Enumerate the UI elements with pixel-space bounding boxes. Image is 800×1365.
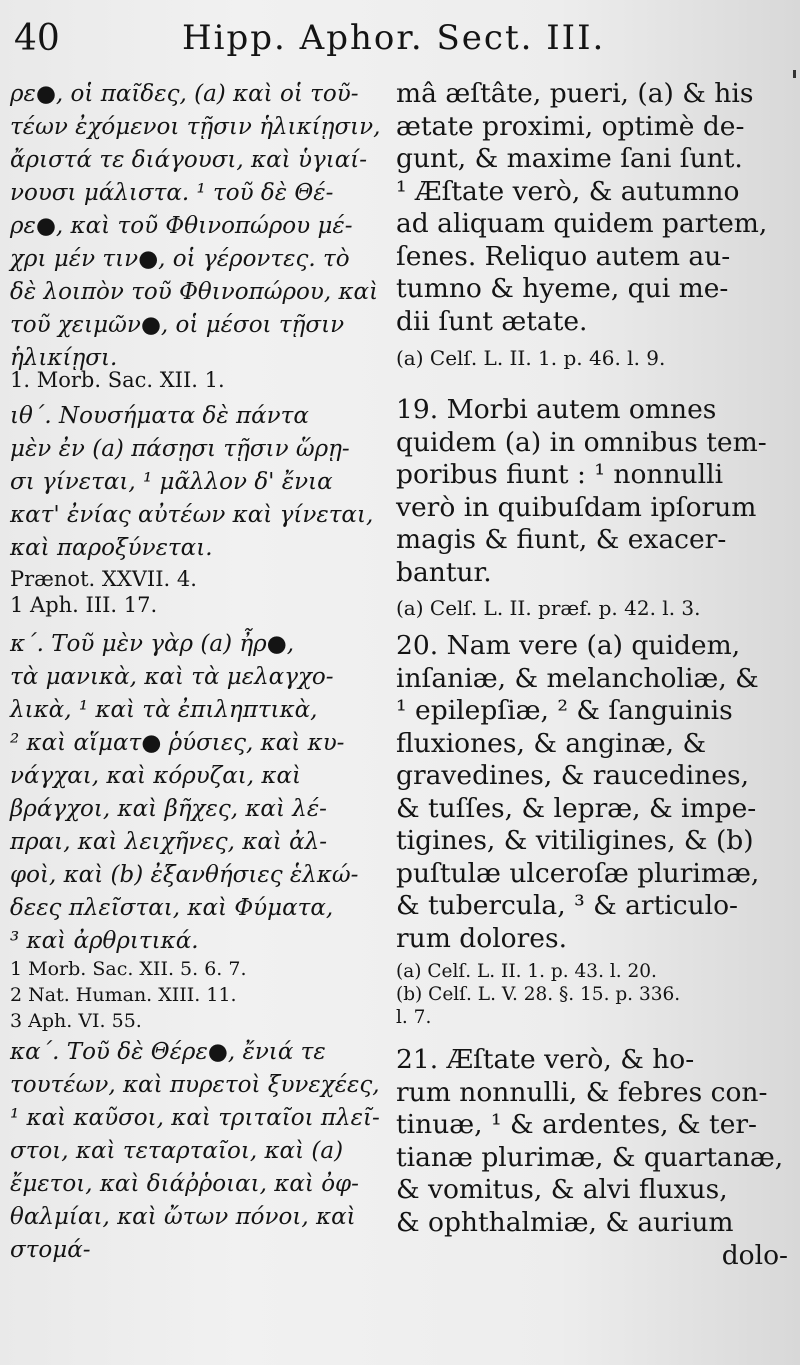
footnote: 1 Morb. Sac. XII. 5. 6. 7. 2 Nat. Human. XIII. 11. 3 Aph. VI. 55. xyxy=(10,958,247,1032)
catchword: dolo- xyxy=(721,1240,788,1271)
footnote: (a) Celſ. L. II. 1. p. 46. l. 9. xyxy=(396,346,666,370)
page-number: 40 xyxy=(14,18,60,59)
running-title: Hipp. Aphor. Sect. III. xyxy=(182,18,606,58)
footnote: Prænot. XXVII. 4. 1 Aph. III. 17. xyxy=(10,567,197,617)
aphorism-20-greek: κ΄. Τοῦ μὲν γὰρ (a) ἦρ●, τὰ μανικὰ, καὶ τὰ μελαγχο- λικὰ, ¹ καὶ τὰ ἐπιληπτικὰ, ² καὶ αἵματ● ῥύσιες, καὶ κυ- νάγχαι, καὶ κόρυζαι, καὶ βράγχοι, καὶ βῆχες, καὶ λέ- πραι, καὶ λειχῆνες, καὶ ἀλ- φοὶ, καὶ (b) ἐξανθήσιες ἑλκώ- δεες πλεῖσται, καὶ Φύματα, ³ καὶ ἀρθριτικά. xyxy=(10,631,359,954)
greek-text-block: ρε●, οἱ παῖδες, (a) καὶ οἱ τοῦ- τέων ἐχόμενοι τῇσιν ἡλικίῃσιν, ἄριστά τε διάγουσι, καὶ ὑγιαί- νουσι μάλιστα. ¹ τοῦ δὲ Θέ- ρε●, καὶ τοῦ Φθινοπώρου μέ- χρι μέν τιν●, οἱ γέροντες. τὸ δὲ λοιπὸν τοῦ Φθινοπώρου, καὶ τοῦ χειμῶν●, οἱ μέσοι τῇσιν ἡλικίῃσι. xyxy=(10,81,381,371)
aphorism-21-greek: κα΄. Τοῦ δὲ Θέρε●, ἔνιά τε τουτέων, καὶ πυρετοὶ ξυνεχέες, ¹ καὶ καῦσοι, καὶ τριταῖοι πλεῖ- στοι, καὶ τεταρταῖοι, καὶ (a) ἔμετοι, καὶ διάῤῥοιαι, καὶ ὀφ- θαλμίαι, καὶ ὤτων πόνοι, καὶ στομά- xyxy=(10,1039,380,1263)
aphorism-19-greek: ιθ΄. Νουσήματα δὲ πάντα μὲν ἐν (a) πάσῃσι τῇσιν ὥρῃ- σι γίνεται, ¹ μᾶλλον δ' ἔνια κατ' ἐνίας αὐτέων καὶ γίνεται, καὶ παροξύνεται. xyxy=(10,403,374,561)
footnote: (a) Celſ. L. II. præf. p. 42. l. 3. xyxy=(396,596,701,620)
page-header xyxy=(10,18,790,68)
footnote: 1. Morb. Sac. XII. 1. xyxy=(10,368,225,392)
aphorism-21-latin: 21. Æſtate verò, & ho- rum nonnulli, & febres con- tinuæ, ¹ & ardentes, & ter- tianæ plurimæ, & quartanæ, & vomitus, & alvi fluxus, & ophthalmiæ, & aurium xyxy=(396,1044,784,1238)
footnote: (a) Celſ. L. II. 1. p. 43. l. 20. (b) Celſ. L. V. 28. §. 15. p. 336. l. 7. xyxy=(396,961,681,1028)
latin-text-block: mâ æſtâte, pueri, (a) & his ætate proximi, optimè de- gunt, & maxime ſani ſunt. ¹ Æſtate verò, & autumno ad aliquam quidem partem, ſenes. Reliquo autem au- tumno & hyeme, qui me- dii ſunt ætate. xyxy=(396,78,768,337)
page-edge-mark xyxy=(793,70,796,78)
aphorism-20-latin: 20. Nam vere (a) quidem, inſaniæ, & melancholiæ, & ¹ epilepſiæ, ² & ſanguinis fluxiones, & anginæ, & gravedines, & raucedines, & tuſſes, & lepræ, & impe- tigines, & vitiligines, & (b) puſtulæ ulceroſæ plurimæ, & tubercula, ³ & articulo- rum dolores. xyxy=(396,630,760,954)
aphorism-19-latin: 19. Morbi autem omnes quidem (a) in omnibus tem- poribus fiunt : ¹ nonnulli verò in quibuſdam ipſorum magis & fiunt, & exacer- bantur. xyxy=(396,394,767,588)
